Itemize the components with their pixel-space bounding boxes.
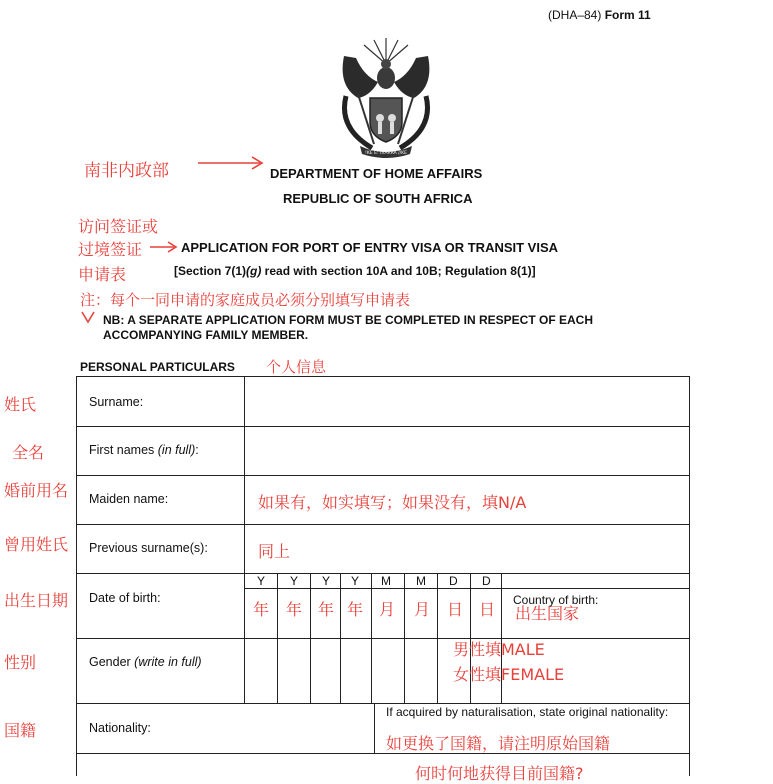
annotation-note: 注：每个一同申请的家庭成员必须分别填写申请表 — [80, 291, 411, 309]
year-hint: 年 — [253, 600, 270, 619]
form-code — [548, 8, 651, 22]
surname-input[interactable] — [245, 377, 689, 426]
republic-title: REPUBLIC OF SOUTH AFRICA — [283, 191, 473, 206]
section-reference: [Section 7(1)(g) read with section 10A and 10B; Regulation 8(1)] — [174, 264, 536, 278]
field-label-naturalisation: If acquired by naturalisation, state original nationality: — [386, 705, 669, 719]
month-hint: 月 — [414, 600, 431, 619]
side-label-dob: 出生日期 — [4, 591, 69, 610]
country-birth-hint: 出生国家 — [515, 604, 580, 623]
application-title: APPLICATION FOR PORT OF ENTRY VISA OR TRANSIT VISA — [181, 240, 559, 255]
year-hint: 年 — [286, 600, 303, 619]
department-title: DEPARTMENT OF HOME AFFAIRS — [270, 166, 483, 181]
gender-hint-male: 男性填MALE — [453, 640, 545, 659]
field-label-country-of-birth: Country of birth: — [513, 593, 599, 607]
arrow-right-icon — [150, 240, 180, 254]
annotation-visit-2: 过境签证 — [78, 240, 143, 259]
year-hint: 年 — [318, 600, 335, 619]
personal-particulars-table — [76, 376, 690, 783]
field-label-maiden: Maiden name: — [89, 492, 169, 506]
side-label-surname: 姓氏 — [4, 395, 37, 414]
date-header: M — [381, 574, 391, 588]
side-label-previous: 曾用姓氏 — [4, 535, 69, 554]
form-code-text: (DHA–84) — [548, 8, 602, 22]
previous-surname-input[interactable] — [245, 525, 689, 573]
section-title: PERSONAL PARTICULARS — [80, 360, 235, 374]
field-label-gender: Gender (write in full) — [89, 655, 202, 669]
year-hint: 年 — [347, 600, 364, 619]
first-names-input[interactable] — [245, 427, 689, 475]
arrow-right-icon — [198, 156, 268, 170]
gender-hint-female: 女性填FEMALE — [453, 665, 565, 684]
nb-notice: NB: A SEPARATE APPLICATION FORM MUST BE COMPLETED IN RESPECT OF EACH ACCOMPANYING FAMILY MEMBER. — [103, 313, 594, 342]
annotation-personal: 个人信息 — [266, 358, 327, 376]
coat-of-arms-emblem — [334, 36, 438, 163]
annotation-visit-1: 访问签证或 — [78, 217, 159, 236]
maiden-hint: 如果有，如实填写；如果没有，填N/A — [258, 493, 527, 512]
field-label-surname: Surname: — [89, 395, 144, 409]
side-label-maiden: 婚前用名 — [4, 481, 69, 500]
date-header: Y — [257, 574, 266, 588]
previous-hint: 同上 — [258, 542, 291, 561]
date-header: D — [482, 574, 491, 588]
side-label-gender: 性别 — [4, 653, 37, 672]
field-label-first-names: First names (in full): — [89, 443, 199, 457]
day-hint: 日 — [479, 600, 496, 619]
side-label-nationality: 国籍 — [4, 721, 37, 740]
side-label-full-name: 全名 — [12, 443, 45, 462]
field-label-previous: Previous surname(s): — [89, 541, 208, 555]
form-number: Form 11 — [604, 8, 651, 22]
date-header: Y — [351, 574, 360, 588]
check-mark-icon — [80, 308, 96, 326]
annotation-visit-3: 申请表 — [78, 265, 127, 284]
naturalised-hint: 如更换了国籍，请注明原始国籍 — [386, 734, 611, 753]
annotation-dept: 南非内政部 — [84, 161, 169, 181]
emblem-motto: !KE E: /XARRA //KE — [365, 151, 407, 156]
date-header: Y — [290, 574, 299, 588]
date-header: Y — [322, 574, 331, 588]
field-label-nationality: Nationality: — [89, 721, 151, 735]
date-header: D — [449, 574, 458, 588]
when-acquired-hint: 何时何地获得目前国籍? — [415, 764, 584, 783]
day-hint: 日 — [447, 600, 464, 619]
date-header: M — [416, 574, 426, 588]
field-label-dob: Date of birth: — [89, 591, 161, 605]
month-hint: 月 — [379, 600, 396, 619]
